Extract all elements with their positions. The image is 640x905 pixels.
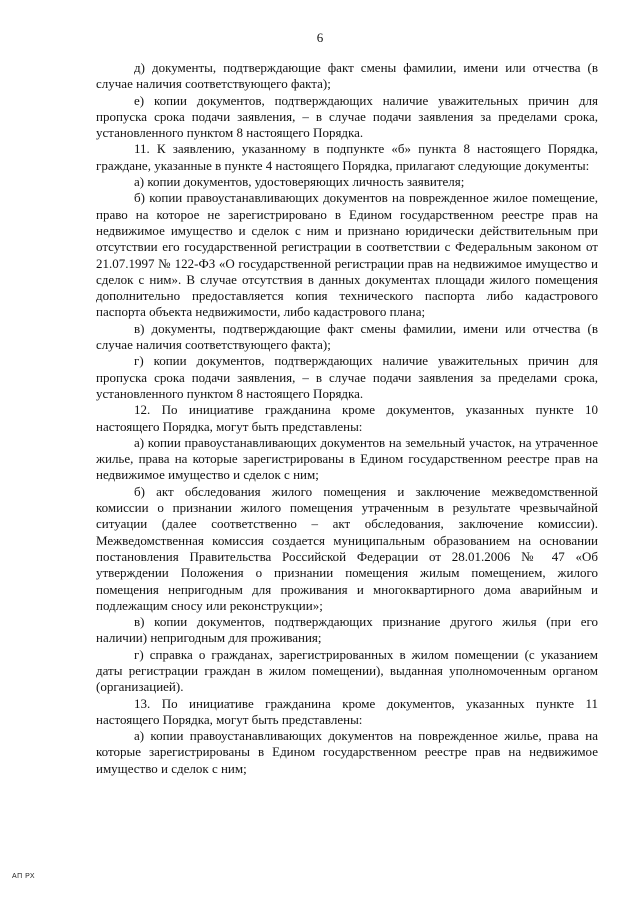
paragraph-11-a: а) копии документов, удостоверяющих личность заявителя; <box>134 174 465 190</box>
paragraph-12-g: г) справка о гражданах, зарегистрированных в жилом помещении (с указанием даты регистрации граждан в жилом помещении), выданная уполномоченным органом (организацией). <box>96 646 598 695</box>
footer-mark: АП РХ <box>12 873 36 880</box>
paragraph-11-g: г) копии документов, подтверждающих наличие уважительных причин для пропуска срока подачи заявления, – в случае подачи заявления за пределами срока, установленного пунктом 8 настоящего Порядка. <box>96 353 598 401</box>
paragraph-11-b: б) копии правоустанавливающих документов на поврежденное жилое помещение, право на которое не зарегистрировано в Едином государственном реестре прав на недвижимое имущество и сделок с ним и признано юридически действительным при отсутствии его государственной регистрации в соответствии с Федеральным законом от 21.07.1997 № 122-ФЗ «О государственной регистрации прав на недвижимое имущество и сделок с ним». В случае отсутствия в данных документах площади жилого помещения дополнительно предоставляется копия технического паспорта либо кадастрового паспорта объекта недвижимости, либо кадастрового плана; <box>96 190 598 320</box>
paragraph-11-intro: 11. К заявлению, указанному в подпункте «б» пункта 8 настоящего Порядка, граждане, указанные в пункте 4 настоящего Порядка, прилагают следующие документы: <box>96 141 598 173</box>
document-body <box>96 60 598 777</box>
paragraph-12-b: б) акт обследования жилого помещения и заключение межведомственной комиссии о признании жилого помещения утраченным в результате чрезвычайной ситуации (далее соответственно – акт обследования, заключение комиссии). Межведомственная комиссия создается муниципальным образованием на основании постановления Правительства Российской Федерации от 28.01.2006 № 47 «Об утверждении Положения о признании помещения жилым помещением, жилого помещения непригодным для проживания и многоквартирного дома аварийным и подлежащим сносу или реконструкции»; <box>96 483 598 613</box>
page-number: 6 <box>316 30 324 45</box>
paragraph-13-intro: 13. По инициативе гражданина кроме документов, указанных пункте 11 настоящего Порядка, могут быть представлены: <box>96 695 598 727</box>
paragraph-d-name-change: д) документы, подтверждающие факт смены фамилии, имени или отчества (в случае наличия соответствующего факта); <box>96 60 598 92</box>
paragraph-11-v: в) документы, подтверждающие факт смены фамилии, имени или отчества (в случае наличия соответствующего факта); <box>96 320 598 353</box>
paragraph-e-late-reasons: е) копии документов, подтверждающих наличие уважительных причин для пропуска срока подачи заявления, – в случае подачи заявления за пределами срока, установленного пунктом 8 настоящего Порядка. <box>96 92 598 141</box>
paragraph-12-v: в) копии документов, подтверждающих признание другого жилья (при его наличии) непригодным для проживания; <box>96 614 598 646</box>
paragraph-12-a: а) копии правоустанавливающих документов на земельный участок, на утраченное жилье, права на которые зарегистрированы в Едином государственном реестре прав на недвижимое имущество и сделок с ним; <box>96 434 598 483</box>
paragraph-12-intro: 12. По инициативе гражданина кроме документов, указанных пункте 10 настоящего Порядка, могут быть представлены: <box>96 402 598 434</box>
paragraph-13-a: а) копии правоустанавливающих документов на поврежденное жилье, права на которые зарегистрированы в Едином государственном реестре прав на недвижимое имущество и сделок с ним; <box>96 728 598 776</box>
